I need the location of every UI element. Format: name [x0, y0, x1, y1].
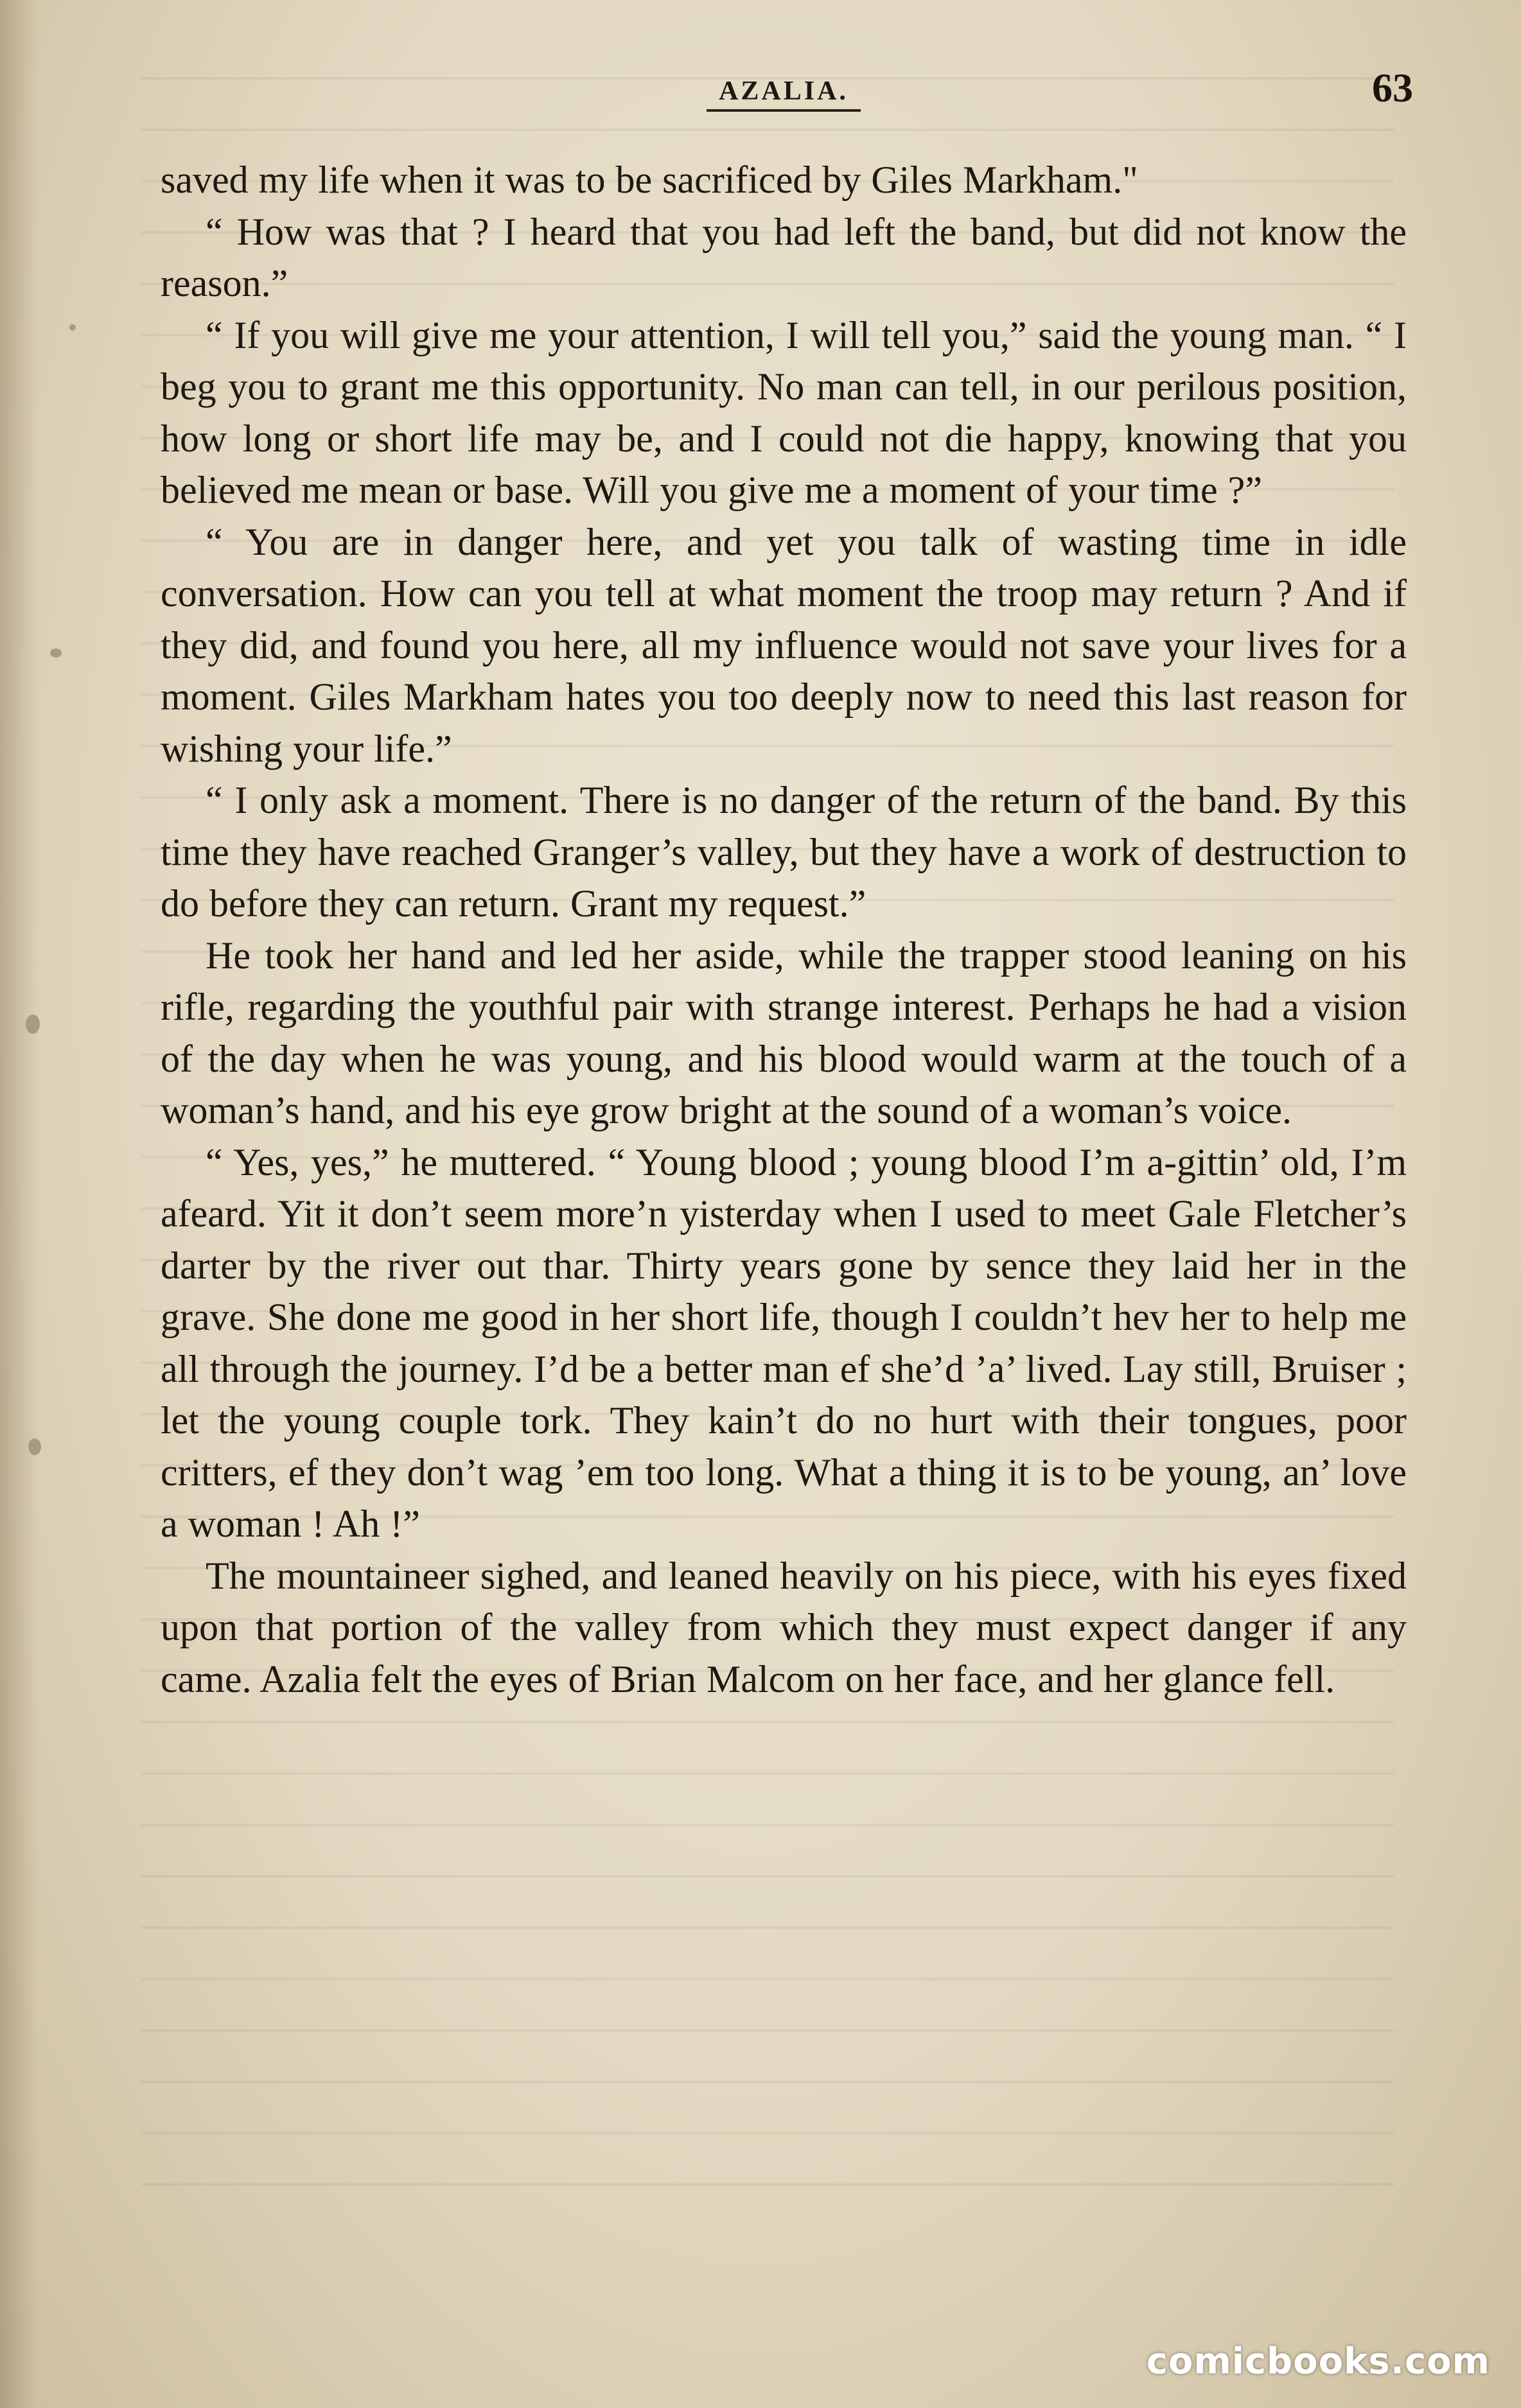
running-title: AZALIA. — [154, 76, 1413, 112]
paper-speck — [50, 649, 62, 658]
running-header — [154, 64, 1413, 116]
paragraph: He took her hand and led her aside, while the trapper stood leaning on his rifle, regarding the youthful pair with strange interest. Perhaps he had a vision of the day when he was young, and his blood would warm at the touch of a woman’s hand, and his eye grow bright at the sound of a woman’s voice. — [161, 934, 1407, 1131]
paragraph: The mountaineer sighed, and leaned heavily on his piece, with his eyes fixed upon that portion of the valley from which they must expect danger if any came. Azalia felt the eyes of Brian Malcom on her face, and her glance fell. — [161, 1554, 1407, 1700]
page-number: 63 — [1372, 65, 1413, 110]
paper-speck — [26, 1015, 40, 1034]
paper-speck — [28, 1438, 41, 1455]
paragraph: “ If you will give me your attention, I will tell you,” said the young man. “ I beg you to grant me this opportunity. No man can tell, in our perilous position, how long or short life may be, and I could not die happy, knowing that you believed me mean or base. Will you give me a moment of your time ?” — [161, 313, 1407, 511]
site-watermark: comicbooks.com — [1146, 2341, 1490, 2382]
body-text — [161, 154, 1407, 1705]
paragraph: “ Yes, yes,” he muttered. “ Young blood ; young blood I’m a-gittin’ old, I’m afeard. Yit it don’t seem more’n yisterday when I used to meet Gale Fletcher’s darter by the river out thar. Thirty years gone by sence they laid her in the grave. She done me good in her short life, though I couldn’t hev her to help me all through the journey. I’d be a better man ef she’d ’a’ lived. Lay still, Bruiser ; let the young couple tork. They kain’t do no hurt with their tongues, poor critters, ef they don’t wag ’em too long. What a thing it is to be young, an’ love a woman ! Ah !” — [161, 1140, 1407, 1545]
paragraph: “ I only ask a moment. There is no danger of the return of the band. By this time they have reached Granger’s valley, but they have a work of destruction to do before they can return. Grant my request.” — [161, 779, 1407, 925]
paragraph: “ You are in danger here, and yet you talk of wasting time in idle conversation. How can you tell at what moment the troop may return ? And if they did, and found you here, all my influence would not save your lives for a moment. Giles Markham hates you too deeply now to need this last reason for wishing your life.” — [161, 520, 1407, 770]
page-edge-shadow — [0, 0, 39, 2408]
paragraph: “ How was that ? I heard that you had left the band, but did not know the reason.” — [161, 210, 1407, 304]
paper-speck — [69, 324, 76, 331]
paragraph: saved my life when it was to be sacrificed by Giles Markham." — [161, 159, 1138, 201]
